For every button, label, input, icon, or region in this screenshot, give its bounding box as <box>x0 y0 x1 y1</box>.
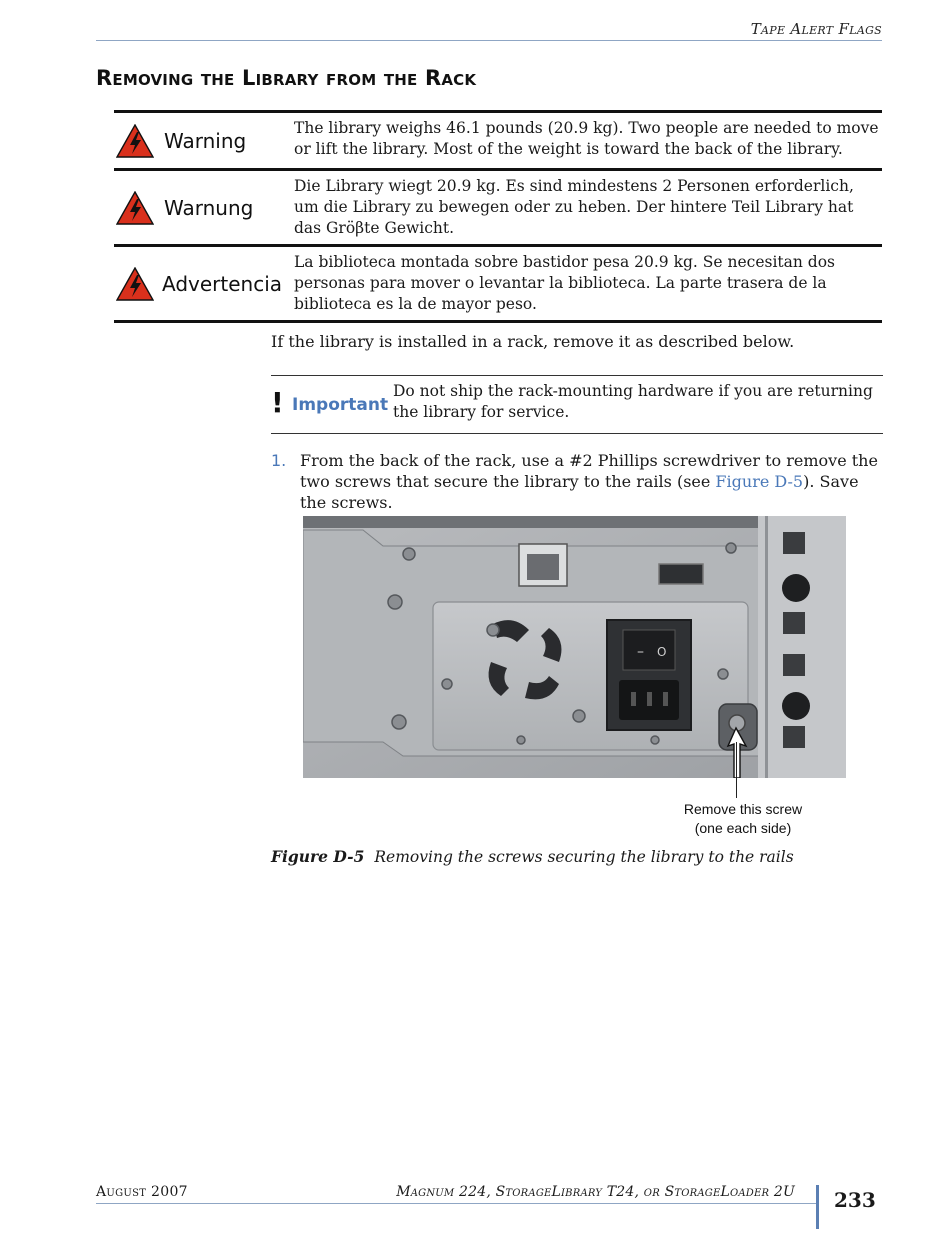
warning-text: La biblioteca montada sobre bastidor pesa 20.9 kg. Se necesitan dos personas para mover o levantar la biblioteca. La parte trasera de la biblioteca es la de mayor peso. <box>294 253 835 313</box>
important-text: Do not ship the rack-mounting hardware if you are returning the library for service. <box>393 382 873 421</box>
warning-text: Die Library wiegt 20.9 kg. Es sind mindestens 2 Personen erforderlich, um die Library zu bewegen oder zu heben. Der hintere Teil Library hat das Gröβte Gewicht. <box>294 177 854 237</box>
warning-row-de <box>114 168 882 244</box>
section-title: Removing the Library from the Rack <box>96 66 477 90</box>
warning-icon <box>116 267 154 301</box>
important-label: Important <box>292 395 389 415</box>
figure-link[interactable]: Figure D-5 <box>715 472 804 491</box>
footer-product: Magnum 224, StorageLibrary T24, or StorageLoader 2U <box>396 1184 795 1200</box>
switch-on-mark: – <box>637 644 644 660</box>
warning-icon <box>116 191 154 225</box>
warning-label: Warning <box>164 128 247 153</box>
figure-caption: Figure D-5 Removing the screws securing the library to the rails <box>271 847 794 866</box>
figure-photo <box>303 516 846 778</box>
running-header: Tape Alert Flags <box>750 20 882 38</box>
footer-rule <box>96 1203 818 1204</box>
figure-callout: Remove this screw (one each side) <box>683 801 803 836</box>
callout-line <box>736 742 737 798</box>
warning-row-es <box>114 244 882 323</box>
warning-table <box>114 110 882 323</box>
important-note <box>271 375 883 434</box>
header-rule <box>96 40 882 41</box>
footer-date: August 2007 <box>96 1184 188 1200</box>
warning-label: Warnung <box>164 195 254 220</box>
warning-label: Advertencia <box>162 271 283 296</box>
page-number: 233 <box>834 1188 876 1212</box>
warning-icon <box>116 124 154 158</box>
intro-paragraph: If the library is installed in a rack, remove it as described below. <box>271 332 795 351</box>
step-number: 1. <box>271 451 287 470</box>
exclamation-icon: ! <box>271 386 284 419</box>
footer-bar <box>816 1185 819 1229</box>
warning-row-en <box>114 110 882 168</box>
warning-text: The library weighs 46.1 pounds (20.9 kg). Two people are needed to move or lift the library. Most of the weight is toward the back of the library. <box>294 119 879 158</box>
switch-off-mark: O <box>657 645 667 659</box>
step-text: From the back of the rack, use a #2 Phillips screwdriver to remove the two screws that secure the library to the rails (see Figure D-5). Save the screws. <box>300 451 878 512</box>
